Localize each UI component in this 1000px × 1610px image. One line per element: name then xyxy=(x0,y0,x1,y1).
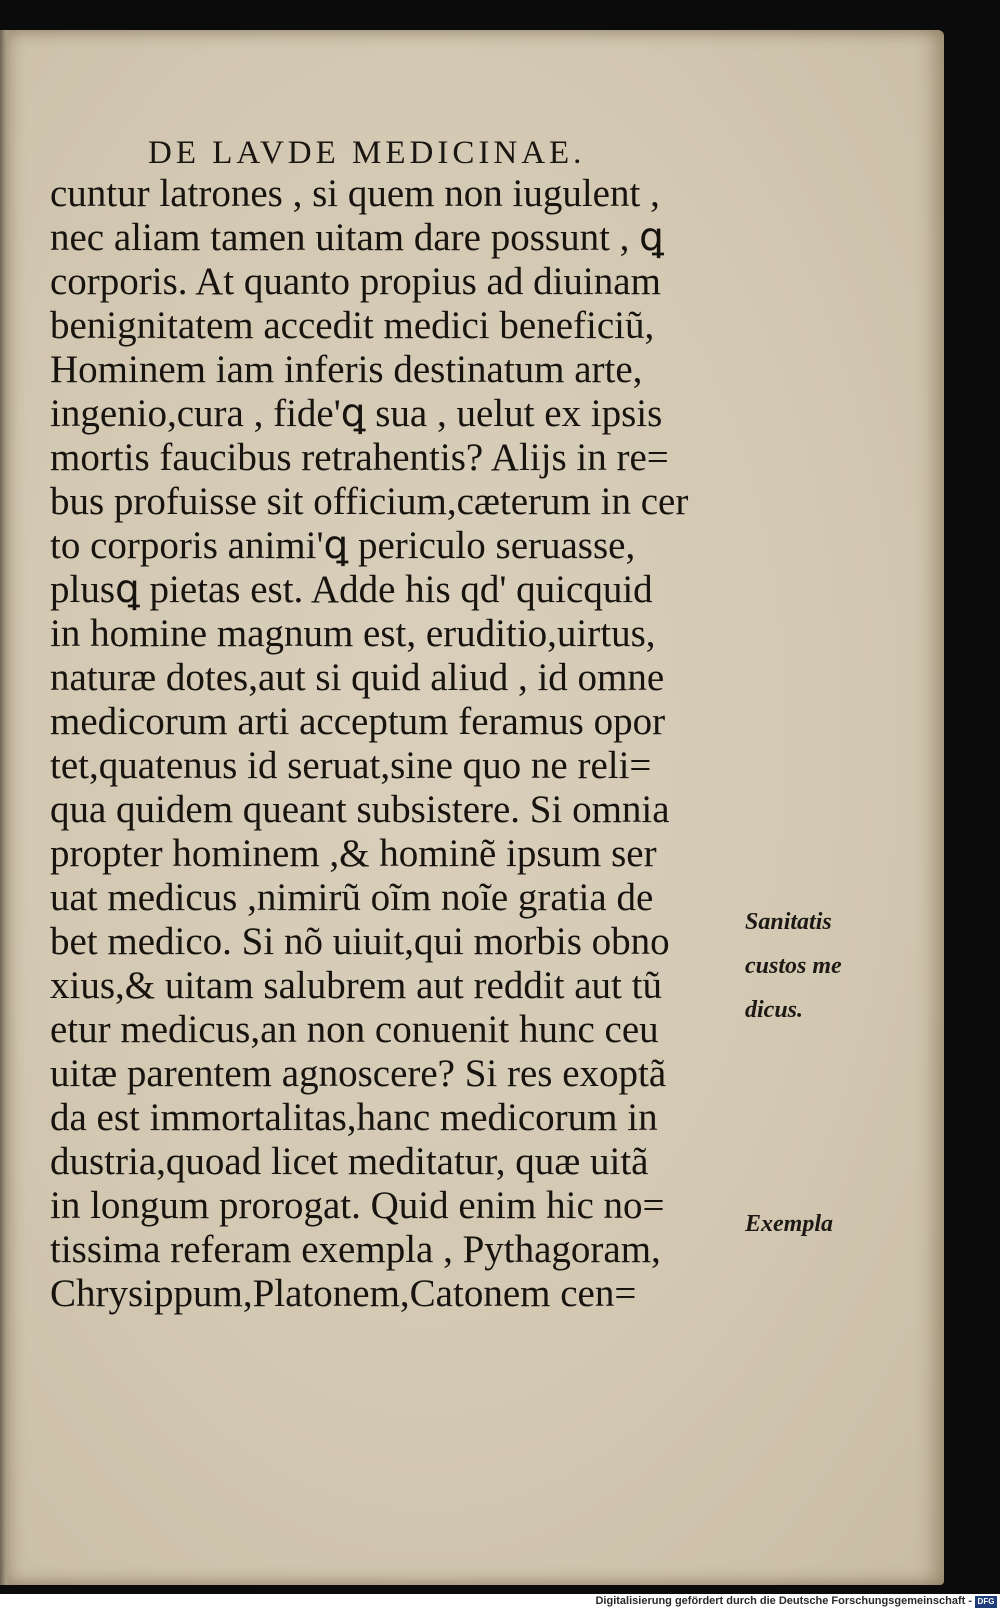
text-line: bus profuisse sit officium,cæterum in cer xyxy=(50,480,689,523)
text-line: ingenio,cura , fide'ꝗ sua , uelut ex ipsis xyxy=(50,392,663,435)
text-line: uitæ parentem agnoscere? Si res exoptã xyxy=(50,1052,667,1095)
text-line: xius,& uitam salubrem aut reddit aut tũ xyxy=(50,964,662,1007)
text-line: mortis faucibus retrahentis? Alijs in re= xyxy=(50,436,669,479)
text-line: uat medicus ,nimirũ oĩm noĩe gratia de xyxy=(50,876,654,919)
text-line: bet medico. Si nõ uiuit,qui morbis obno xyxy=(50,920,670,963)
marginal-note-line: custos me xyxy=(745,953,842,979)
running-head: DE LAVDE MEDICINAE. xyxy=(148,135,586,171)
text-line: in longum prorogat. Quid enim hic no= xyxy=(50,1184,665,1227)
text-line: qua quidem queant subsistere. Si omnia xyxy=(50,788,670,831)
text-line: da est immortalitas,hanc medicorum in xyxy=(50,1096,658,1139)
marginal-note-line: Sanitatis xyxy=(745,909,832,935)
marginal-note-line: Exempla xyxy=(745,1211,833,1237)
marginal-note-sanitatis xyxy=(745,900,842,1032)
digitization-credit: Digitalisierung gefördert durch die Deutsche Forschungsgemeinschaft - xyxy=(595,1595,972,1607)
marginal-note-exempla xyxy=(745,1202,833,1246)
text-line: tissima referam exempla , Pythagoram, xyxy=(50,1228,661,1271)
text-line: medicorum arti acceptum feramus opor xyxy=(50,700,666,743)
text-line: nec aliam tamen uitam dare possunt , ꝗ xyxy=(50,216,664,259)
body-text xyxy=(50,172,740,1316)
text-line: tet,quatenus id seruat,sine quo ne reli= xyxy=(50,744,652,787)
text-line: Chrysippum,Platonem,Catonem cen= xyxy=(50,1272,637,1315)
text-line: Hominem iam inferis destinatum arte, xyxy=(50,348,643,391)
text-line: to corporis animi'ꝗ periculo seruasse, xyxy=(50,524,636,567)
text-line: corporis. At quanto propius ad diuinam xyxy=(50,260,661,303)
text-line: propter hominem ,& hominẽ ipsum ser xyxy=(50,832,657,875)
page-binding-edge xyxy=(0,30,10,1585)
marginal-note-line: dicus. xyxy=(745,997,804,1023)
text-line: dustria,quoad licet meditatur, quæ uitã xyxy=(50,1140,649,1183)
text-line: benignitatem accedit medici beneficiũ, xyxy=(50,304,655,347)
text-line: naturæ dotes,aut si quid aliud , id omne xyxy=(50,656,665,699)
text-line: in homine magnum est, eruditio,uirtus, xyxy=(50,612,656,655)
text-line: plusꝗ pietas est. Adde his qd' quicquid xyxy=(50,568,653,611)
text-line: etur medicus,an non conuenit hunc ceu xyxy=(50,1008,659,1051)
dfg-logo: DFG xyxy=(975,1596,997,1608)
text-line: cuntur latrones , si quem non iugulent , xyxy=(50,172,660,215)
